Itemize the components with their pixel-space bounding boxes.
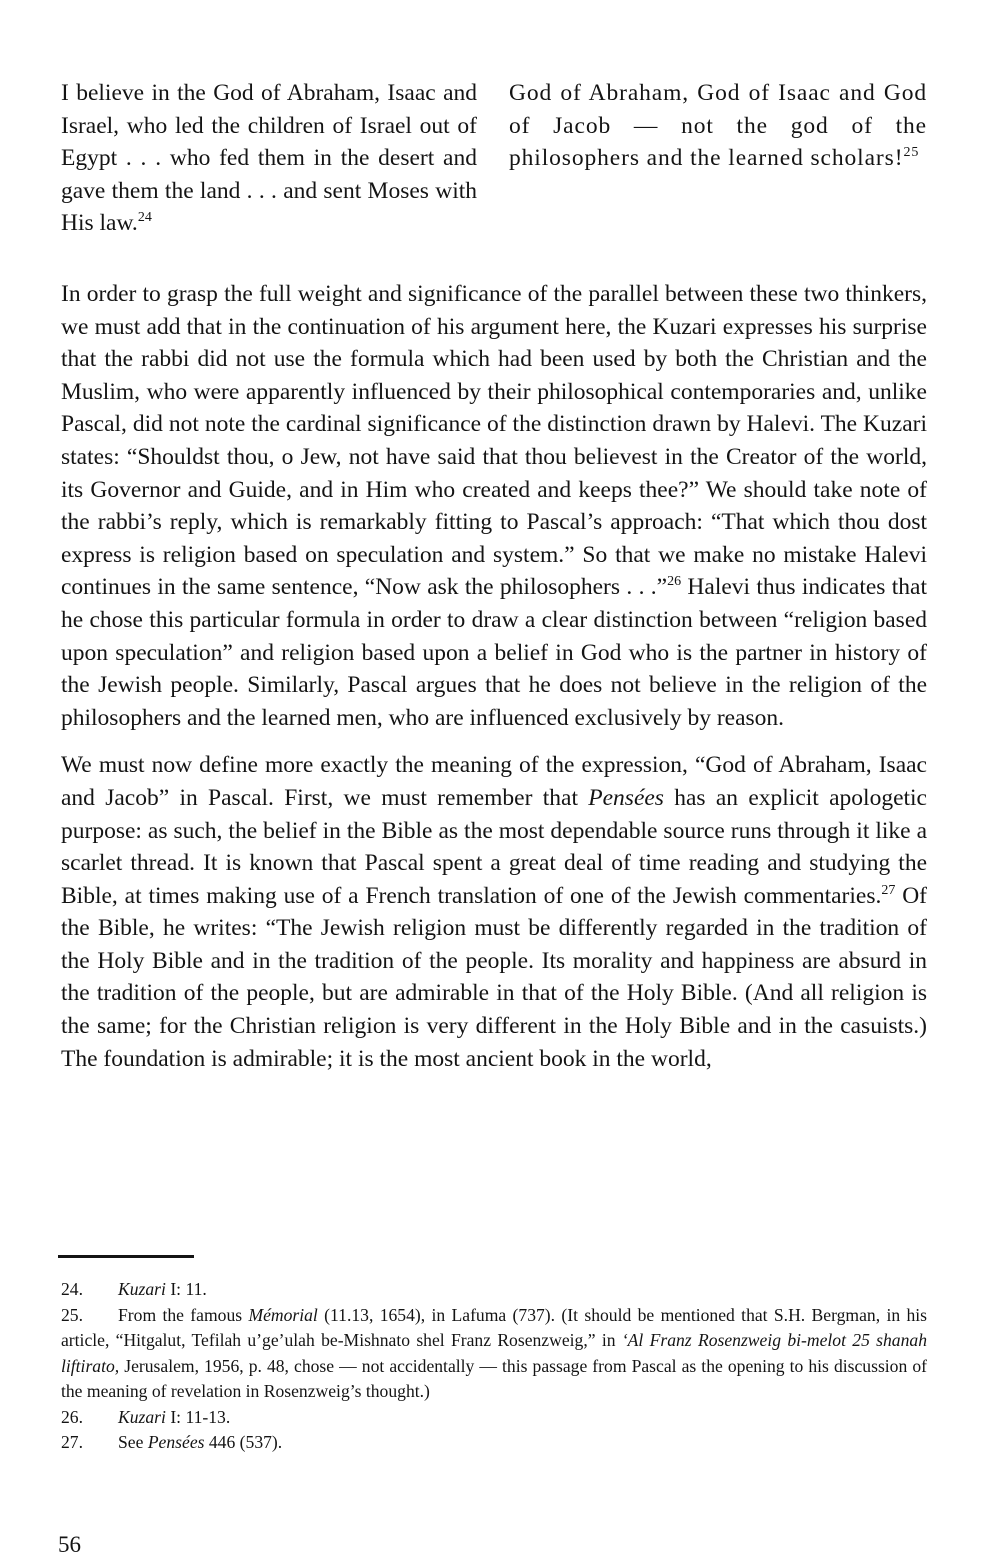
footnote-24 [61, 1277, 927, 1303]
footnote-ref-27[interactable]: 27 [881, 882, 896, 898]
footnotes [61, 1277, 927, 1456]
epigraph-pascal-text: God of Abraham, God of Isaac and God of Jacob — not the god of the philosophers and the learned scholars! [509, 80, 927, 172]
epigraph-pascal [509, 77, 927, 175]
paragraph-1 [61, 278, 927, 734]
paragraph-1-part-a: In order to grasp the full weight and significance of the parallel between these two thinkers, we must add that in the continuation of his argument here, the Kuzari expresses his surprise that the rabbi did not use the formula which had been used by both the Christian and the Muslim, who were apparently influenced by their philosophical contemporaries and, unlike Pascal, did not note the cardinal significance of the distinction drawn by Halevi. The Kuzari states: “Shouldst thou, o Jew, not have said that thou believest in the Creator of the world, its Governor and Guide, and in Him who created and keeps thee?” We should take note of the rabbi’s reply, which is remarkably fitting to Pascal’s approach: “That which thou dost express is religion based on speculation and system.” So that we make no mistake Halevi continues in the same sentence, “Now ask the philosophers . . .” [61, 281, 927, 601]
footnote-27 [61, 1430, 927, 1456]
footnote-27-text: 446 (537). [204, 1432, 283, 1452]
main-text [61, 278, 927, 1090]
paragraph-2 [61, 749, 927, 1075]
footnote-27-number: 27. [61, 1432, 83, 1452]
footnote-ref-25[interactable]: 25 [903, 145, 920, 161]
paragraph-2-part-a: We must now define more exactly the meaning of the expression, “God of Abraham, Isaac and Jacob” in Pascal. First, we must remember that [61, 752, 927, 811]
footnote-27-title: Pensées [147, 1432, 205, 1452]
footnote-26-title: Kuzari [118, 1406, 166, 1427]
page-number: 56 [58, 1532, 81, 1557]
footnote-25-number: 25. [61, 1304, 83, 1325]
footnote-ref-24[interactable]: 24 [137, 210, 152, 226]
footnote-25 [61, 1303, 927, 1405]
footnote-24-title: Kuzari [118, 1279, 166, 1299]
footnote-25-title-memorial: Mémorial [248, 1304, 318, 1325]
footnote-24-text: I: 11. [165, 1279, 207, 1299]
epigraph-halevi [61, 77, 477, 240]
footnote-25-text-b: (11.13, 1654), in Lafuma (737). (It should be mentioned that S.H. Bergman, in his article, “Hitgalut, Tefilah u’ge’ulah be-Mishnato shel Franz Rosenzweig,” in [61, 1304, 927, 1350]
footnote-25-text-a: From the famous [118, 1304, 249, 1325]
footnote-ref-26[interactable]: 26 [667, 574, 682, 590]
epigraph-halevi-text: I believe in the God of Abraham, Isaac and Israel, who led the children of Israel out of Egypt . . . who fed them in the desert and gave them the land . . . and sent Moses with His law. [61, 80, 477, 237]
footnote-27-pre: See [118, 1432, 148, 1452]
paragraph-2-part-b: has an explicit apologetic purpose: as such, the belief in the Bible as the most dependable source runs through it like a scarlet thread. It is known that Pascal spent a great deal of time reading and studying the Bible, at times making use of a French translation of one of the Jewish commentaries. [61, 784, 927, 909]
footnote-26-number: 26. [61, 1406, 83, 1427]
paragraph-2-italic-title: Pensées [588, 784, 664, 811]
paragraph-1-part-b: Halevi thus indicates that he chose this particular formula in order to draw a clear distinction between “religion based upon speculation” and religion based upon a belief in God who is the partner in history of the Jewish people. Similarly, Pascal argues that he does not believe in the religion of the philosophers and the learned men, who are influenced exclusively by reason. [61, 574, 927, 731]
footnote-24-number: 24. [61, 1279, 83, 1299]
footnote-25-text-c: Jerusalem, 1956, p. 48, chose — not accidentally — this passage from Pascal as the opening to his discussion of the meaning of revelation in Rosenzweig’s thought.) [61, 1355, 927, 1401]
footnote-26 [61, 1405, 927, 1431]
footnote-26-text: I: 11-13. [165, 1406, 231, 1427]
footnote-25-title-book: ‘Al Franz Rosenzweig bi-melot 25 shanah liftirato, [61, 1330, 927, 1376]
paragraph-2-part-c: Of the Bible, he writes: “The Jewish religion must be differently regarded in the tradition of the Holy Bible and in the tradition of the people. Its morality and happiness are absurd in the tradition of the people, but are admirable in that of the Holy Bible. (And all religion is the same; for the Christian religion is very different in the Holy Bible and in the casuists.) The foundation is admirable; it is the most ancient book in the world, [61, 882, 927, 1072]
footnote-separator [58, 1255, 194, 1258]
